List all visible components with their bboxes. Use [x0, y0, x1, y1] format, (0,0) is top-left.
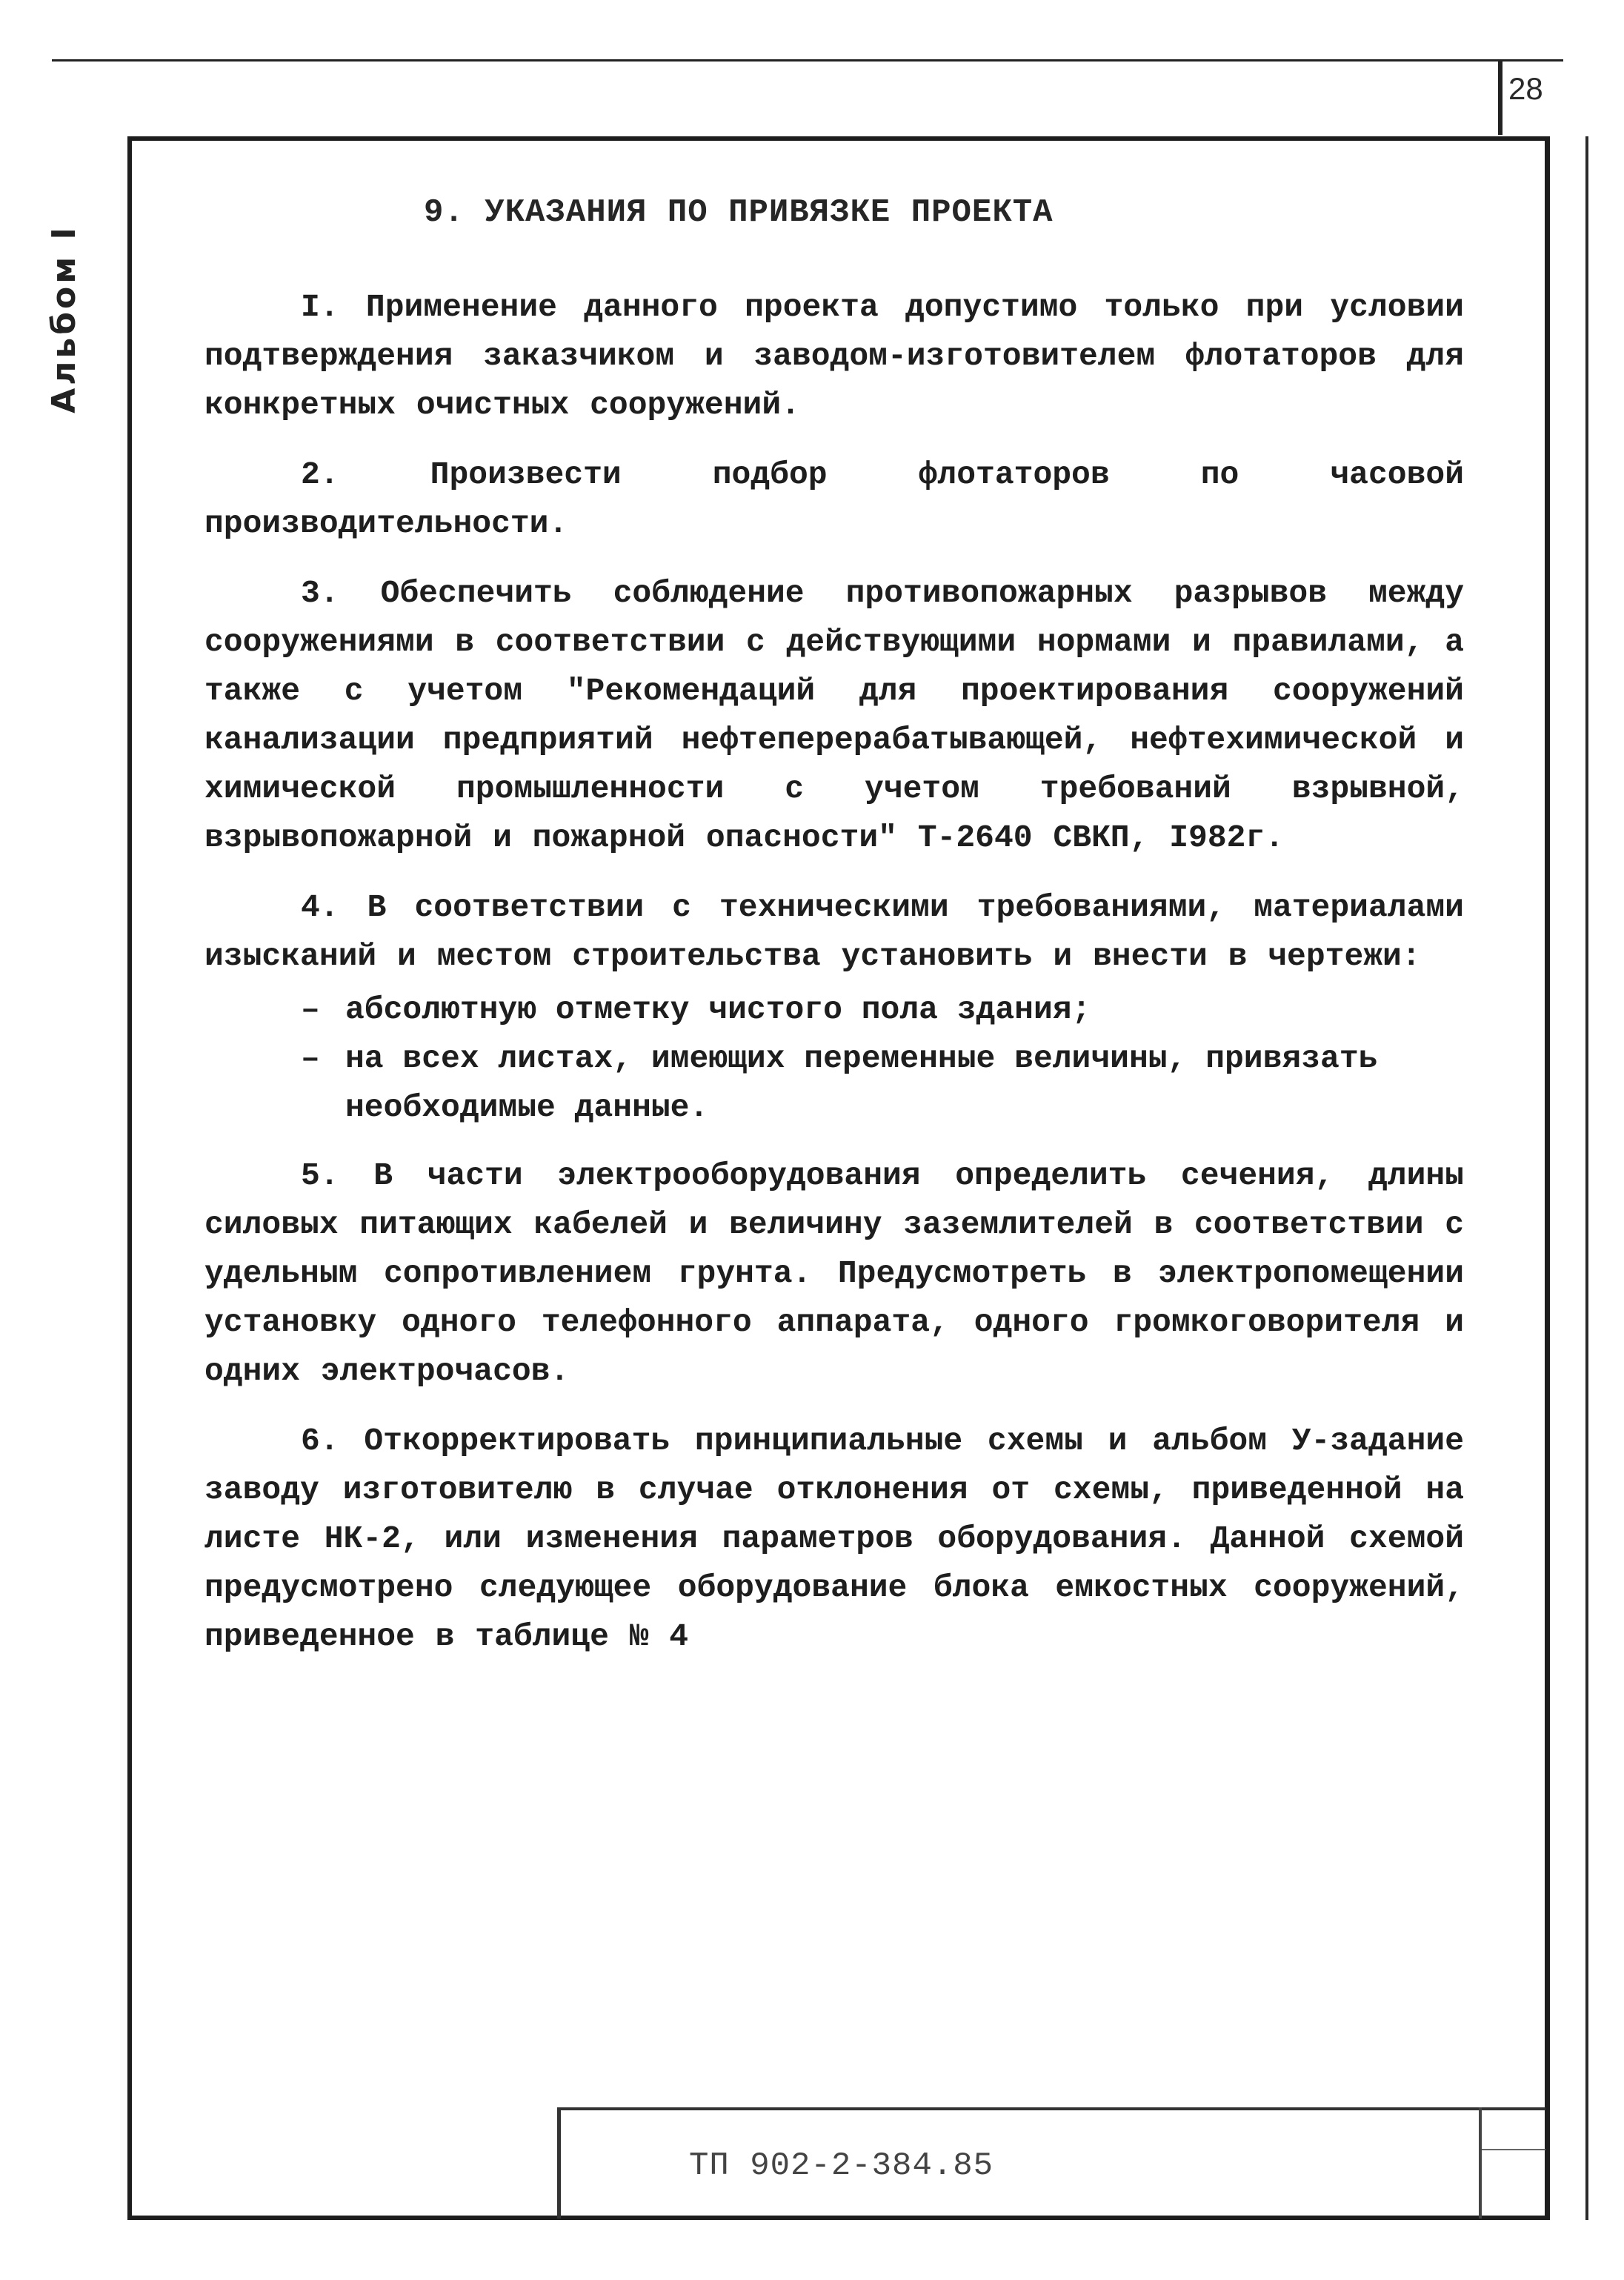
list-item: – на всех листах, имеющих переменные величины, привязать необходимые данные.	[301, 1034, 1464, 1132]
document-body	[204, 283, 1464, 1682]
page-number: 28	[1508, 71, 1543, 106]
album-label	[41, 222, 86, 415]
document-code: ТП 902-2-384.85	[689, 2147, 994, 2184]
top-rule	[52, 59, 1563, 62]
paragraph-6: 6. Откорректировать принципиальные схемы и альбом У-задание заводу изготовителю в случае отклонения от схемы, приведенной на листе НК-2, или изменения параметров оборудования. Данной схемой предусмотрено следующее оборудование блока емкостных сооружений, приведенное в таблице № 4	[204, 1423, 1464, 1655]
sheet-cell	[1479, 2107, 1545, 2218]
paragraph-3: 3. Обеспечить соблюдение противопожарных разрывов между сооружениями в соответствии с действующими нормами и правилами, а также с учетом "Рекомендаций для проектирования сооружений канализации предприятий нефтеперерабатывающей, нефтехимической и химической промышленности с учетом требований взрывной, взрывопожарной и пожарной опасности" Т-2640 СВКП, I982г.	[204, 575, 1464, 856]
frame-outer-edge	[1585, 136, 1588, 2220]
requirements-list	[204, 986, 1464, 1132]
paragraph-1: I. Применение данного проекта допустимо только при условии подтверждения заказчиком и заводом-изготовителем флотаторов для конкретных очистных сооружений.	[204, 289, 1464, 423]
paragraph-2: 2. Произвести подбор флотаторов по часовой производительности.	[204, 456, 1464, 542]
section-title: 9. УКАЗАНИЯ ПО ПРИВЯЗКЕ ПРОЕКТА	[424, 194, 1054, 231]
album-label-text: Альбом I	[44, 224, 83, 413]
paragraph-5: 5. В части электрооборудования определить сечения, длины силовых питающих кабелей и величину заземлителей в соответствии с удельным сопротивлением грунта. Предусмотреть в электропомещении установку одного телефонного аппарата, одного громкоговорителя и одних электрочасов.	[204, 1157, 1464, 1389]
paragraph-4: 4. В соответствии с техническими требованиями, материалами изысканий и местом строительства установить и внести в чертежи:	[204, 889, 1464, 974]
list-item: – абсолютную отметку чистого пола здания;	[301, 986, 1464, 1034]
